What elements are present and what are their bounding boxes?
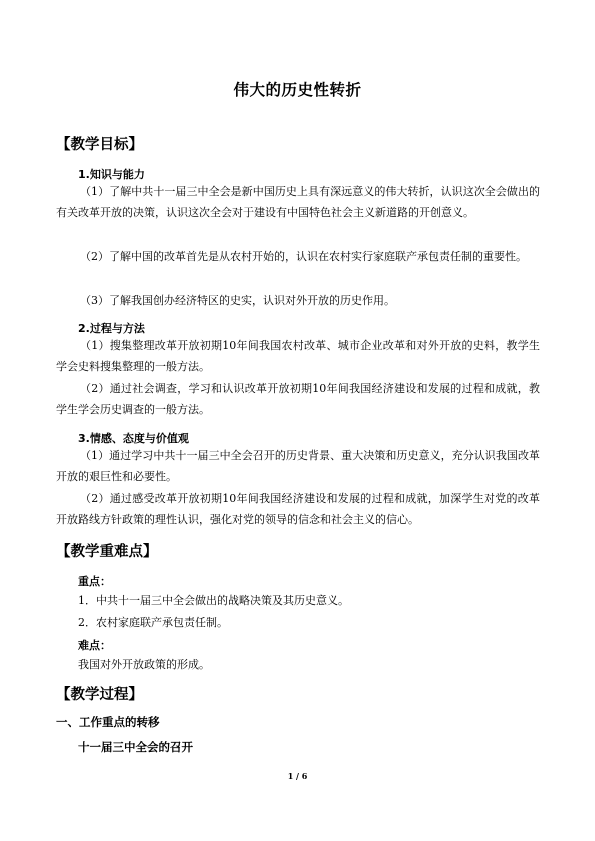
- document-title: 伟大的历史性转折: [233, 81, 362, 99]
- process-part-1-sub: 十一届三中全会的召开: [78, 740, 193, 754]
- section-objectives-heading: 【教学目标】: [56, 137, 143, 153]
- knowledge-item-1: （1）了解中共十一届三中全会是新中国历史上具有深远意义的伟大转折，认识这次全会做出的有关改革开放的决策，认识这次全会对于建设有中国特色社会主义新道路的开创意义。: [56, 185, 540, 219]
- difficulty-item-1: 我国对外开放政策的形成。: [78, 658, 210, 671]
- focus-label: 重点：: [78, 575, 111, 588]
- process-method-heading: 2.过程与方法: [78, 322, 145, 335]
- knowledge-item-2: （2）了解中国的改革首先是从农村开始的，认识在农村实行家庭联产承包责任制的重要性。: [80, 250, 527, 263]
- knowledge-item-3: （3）了解我国创办经济特区的史实，认识对外开放的历史作用。: [80, 294, 395, 307]
- process-part-1-heading: 一、工作重点的转移: [56, 715, 160, 729]
- page-number: 1 / 6: [287, 771, 308, 781]
- process-method-item-1: （1）搜集整理改革开放初期10年间我国农村改革、城市企业改革和对外开放的史料，教学生学会史料搜集整理的一般方法。: [56, 339, 540, 373]
- focus-item-1: 1．中共十一届三中全会做出的战略决策及其历史意义。: [78, 594, 349, 607]
- difficulty-label: 难点：: [78, 639, 111, 652]
- section-process-heading: 【教学过程】: [56, 687, 143, 703]
- emotion-heading: 3.情感、态度与价值观: [78, 432, 189, 445]
- section-key-points-heading: 【教学重难点】: [56, 544, 158, 560]
- emotion-item-2: （2）通过感受改革开放初期10年间我国经济建设和发展的过程和成就，加深学生对党的改革开放路线方针政策的理性认识，强化对党的领导的信念和社会主义的信心。: [56, 492, 540, 526]
- knowledge-heading: 1.知识与能力: [78, 168, 145, 181]
- process-method-item-2: （2）通过社会调查，学习和认识改革开放初期10年间我国经济建设和发展的过程和成就，教学生学会历史调查的一般方法。: [56, 382, 540, 416]
- emotion-item-1: （1）通过学习中共十一届三中全会召开的历史背景、重大决策和历史意义，充分认识我国改革开放的艰巨性和必要性。: [56, 449, 540, 483]
- focus-item-2: 2．农村家庭联产承包责任制。: [78, 616, 228, 629]
